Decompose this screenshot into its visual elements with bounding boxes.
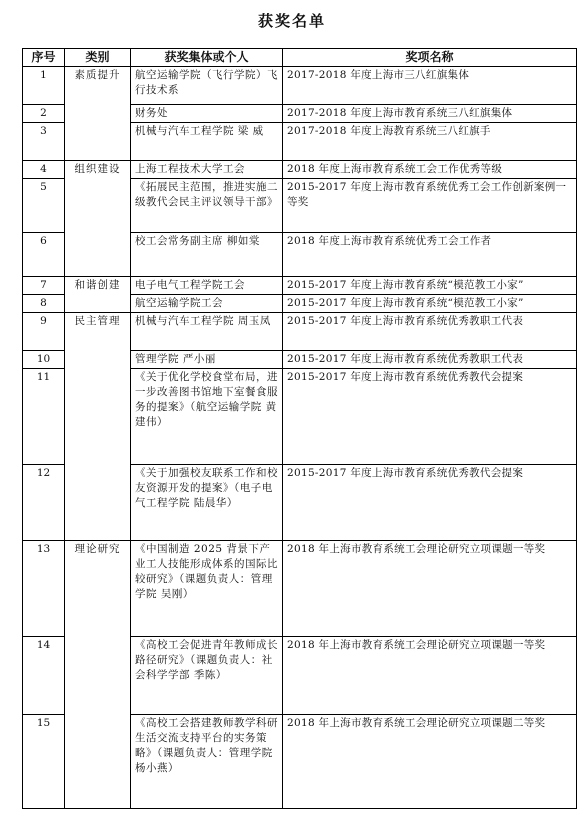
collective-cell: 《关于加强校友联系工作和校友资源开发的提案》（电子电气工程学院 陆晨华） <box>131 465 283 541</box>
row-number: 4 <box>23 161 65 179</box>
awards-table <box>22 48 577 809</box>
collective-cell: 财务处 <box>131 105 283 123</box>
award-cell: 2015-2017 年度上海市教育系统优秀教代会提案 <box>283 369 577 465</box>
page-title: 获奖名单 <box>257 12 326 30</box>
header-num: 序号 <box>23 49 65 67</box>
collective-cell: 《高校工会搭建教师教学科研生活交流支持平台的实务策略》（课题负责人：管理学院 杨小燕） <box>131 715 283 809</box>
row-number: 5 <box>23 179 65 233</box>
award-cell: 2017-2018 年度上海教育系统三八红旗手 <box>283 123 577 161</box>
table-row <box>23 161 577 179</box>
category-cell: 民主管理 <box>65 313 131 541</box>
collective-cell: 《高校工会促进青年教师成长路径研究》（课题负责人：社会科学学部 季陈） <box>131 637 283 715</box>
header-row <box>23 49 577 67</box>
row-number: 10 <box>23 351 65 369</box>
collective-cell: 校工会常务副主席 柳如棠 <box>131 233 283 277</box>
table-row <box>23 277 577 295</box>
row-number: 11 <box>23 369 65 465</box>
award-cell: 2017-2018 年度上海市三八红旗集体 <box>283 67 577 105</box>
header-category: 类别 <box>65 49 131 67</box>
collective-cell: 《中国制造 2025 背景下产业工人技能形成体系的国际比较研究》（课题负责人：管理学院 吴刚） <box>131 541 283 637</box>
row-number: 14 <box>23 637 65 715</box>
row-number: 15 <box>23 715 65 809</box>
award-cell: 2015-2017 年度上海市教育系统“模范教工小家” <box>283 277 577 295</box>
collective-cell: 上海工程技术大学工会 <box>131 161 283 179</box>
header-collective: 获奖集体或个人 <box>131 49 283 67</box>
award-cell: 2015-2017 年度上海市教育系统优秀教代会提案 <box>283 465 577 541</box>
header-award: 奖项名称 <box>283 49 577 67</box>
award-cell: 2018 年度上海市教育系统工会工作优秀等级 <box>283 161 577 179</box>
row-number: 12 <box>23 465 65 541</box>
category-cell: 素质提升 <box>65 67 131 161</box>
category-cell: 组织建设 <box>65 161 131 277</box>
award-cell: 2015-2017 年度上海市教育系统优秀工会工作创新案例一等奖 <box>283 179 577 233</box>
award-cell: 2015-2017 年度上海市教育系统优秀教职工代表 <box>283 313 577 351</box>
collective-cell: 管理学院 严小丽 <box>131 351 283 369</box>
award-cell: 2018 年上海市教育系统工会理论研究立项课题一等奖 <box>283 541 577 637</box>
row-number: 7 <box>23 277 65 295</box>
award-cell: 2018 年度上海市教育系统优秀工会工作者 <box>283 233 577 277</box>
row-number: 2 <box>23 105 65 123</box>
collective-cell: 《拓展民主范围，推进实施二级教代会民主评议领导干部》 <box>131 179 283 233</box>
table-row <box>23 313 577 351</box>
table-row <box>23 67 577 105</box>
collective-cell: 航空运输学院工会 <box>131 295 283 313</box>
category-cell: 理论研究 <box>65 541 131 809</box>
award-cell: 2018 年上海市教育系统工会理论研究立项课题二等奖 <box>283 715 577 809</box>
category-cell: 和谐创建 <box>65 277 131 313</box>
row-number: 1 <box>23 67 65 105</box>
row-number: 8 <box>23 295 65 313</box>
award-cell: 2018 年上海市教育系统工会理论研究立项课题一等奖 <box>283 637 577 715</box>
collective-cell: 航空运输学院（飞行学院）飞行技术系 <box>131 67 283 105</box>
award-cell: 2017-2018 年度上海市教育系统三八红旗集体 <box>283 105 577 123</box>
row-number: 6 <box>23 233 65 277</box>
collective-cell: 机械与汽车工程学院 周玉凤 <box>131 313 283 351</box>
award-cell: 2015-2017 年度上海市教育系统优秀教职工代表 <box>283 351 577 369</box>
table-row <box>23 541 577 637</box>
collective-cell: 机械与汽车工程学院 梁 威 <box>131 123 283 161</box>
collective-cell: 电子电气工程学院工会 <box>131 277 283 295</box>
award-cell: 2015-2017 年度上海市教育系统“模范教工小家” <box>283 295 577 313</box>
collective-cell: 《关于优化学校食堂布局，进一步改善图书馆地下室餐食服务的提案》（航空运输学院 黄建伟） <box>131 369 283 465</box>
row-number: 13 <box>23 541 65 637</box>
row-number: 3 <box>23 123 65 161</box>
row-number: 9 <box>23 313 65 351</box>
